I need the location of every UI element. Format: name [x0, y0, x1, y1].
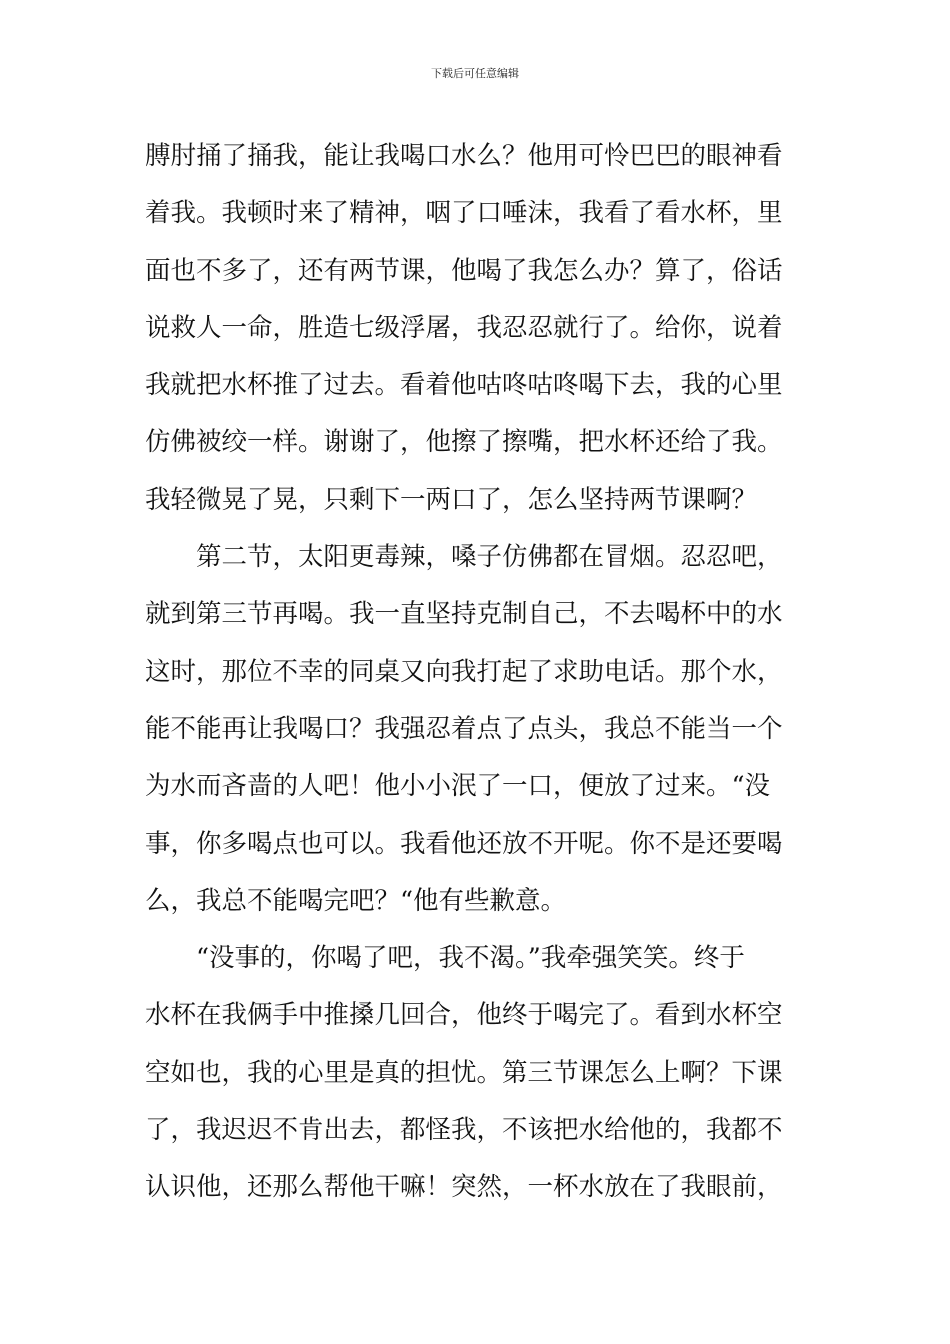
body-text [145, 128, 810, 1217]
text-line: 我就把水杯推了过去。看着他咕咚咕咚喝下去，我的心里 [145, 370, 783, 401]
text-line: 这时，那位不幸的同桌又向我打起了求助电话。那个水， [145, 656, 783, 687]
text-line: 说救人一命，胜造七级浮屠，我忍忍就行了。给你，说着 [145, 312, 783, 343]
paragraph-start-line: “没事的，你喝了吧，我不渴。”我牵强笑笑。终于 [145, 943, 745, 974]
text-line: 水杯在我俩手中推搡几回合，他终于喝完了。看到水杯空 [145, 1000, 783, 1031]
page-header: 下载后可任意编辑 [431, 67, 519, 80]
paragraph-start-line: 第二节，太阳更毒辣，嗓子仿佛都在冒烟。忍忍吧， [145, 542, 783, 573]
text-line: 仿佛被绞一样。谢谢了，他擦了擦嘴，把水杯还给了我。 [145, 427, 783, 458]
text-line: 为水而吝啬的人吧！他小小泯了一口，便放了过来。“没 [145, 771, 771, 802]
text-line: 事，你多喝点也可以。我看他还放不开呢。你不是还要喝 [145, 828, 783, 859]
text-line: 了，我迟迟不肯出去，都怪我，不该把水给他的，我都不 [145, 1115, 783, 1146]
text-line: 能不能再让我喝口？我强忍着点了点头，我总不能当一个 [145, 713, 783, 744]
text-line: 面也不多了，还有两节课，他喝了我怎么办？算了，俗话 [145, 255, 783, 286]
text-line: 膊肘捅了捅我，能让我喝口水么？他用可怜巴巴的眼神看 [145, 141, 783, 171]
text-line: 着我。我顿时来了精神，咽了口唾沫，我看了看水杯，里 [145, 198, 783, 229]
text-line: 我轻微晃了晃，只剩下一两口了，怎么坚持两节课啊？ [145, 484, 758, 515]
text-line: 认识他，还那么帮他干嘛！突然，一杯水放在了我眼前， [145, 1172, 783, 1203]
text-line: 么，我总不能喝完吧？“他有些歉意。 [145, 885, 567, 916]
text-line: 就到第三节再喝。我一直坚持克制自己，不去喝杯中的水 [145, 599, 783, 630]
text-line: 空如也，我的心里是真的担忧。第三节课怎么上啊？下课 [145, 1057, 783, 1088]
